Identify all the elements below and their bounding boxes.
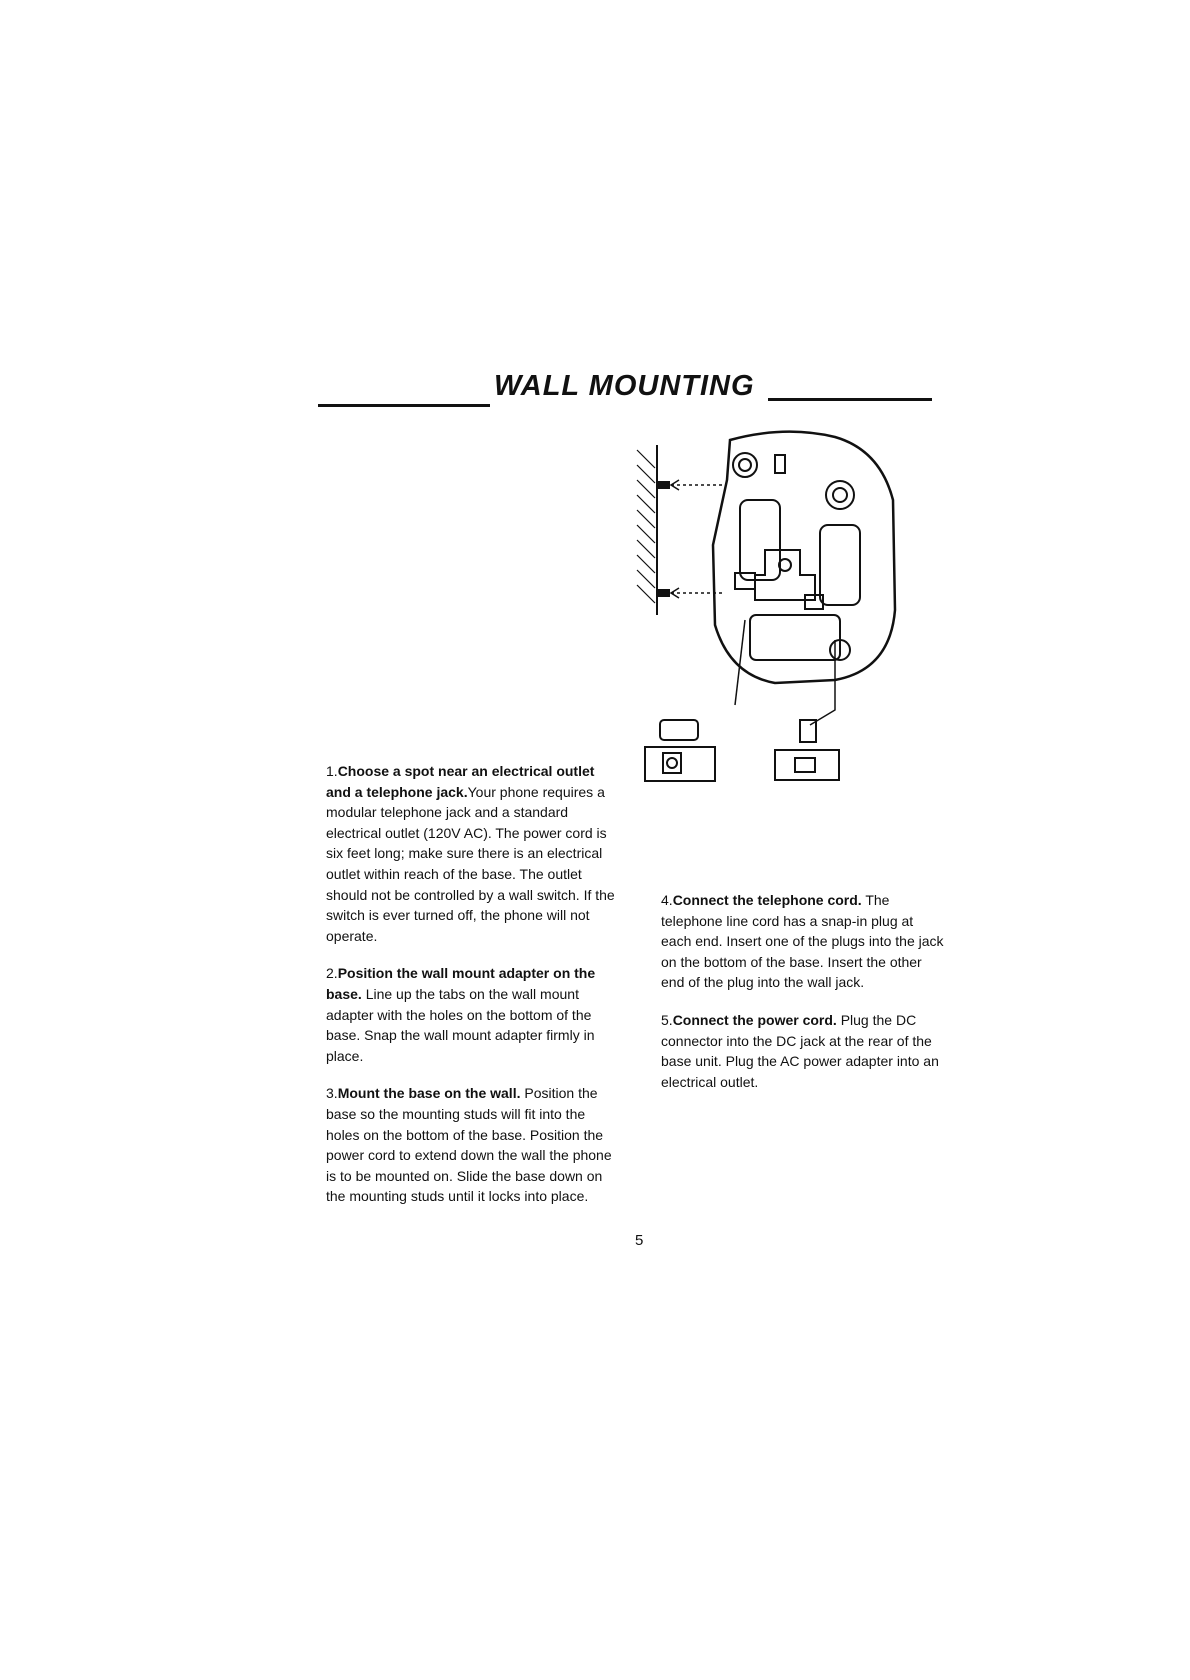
- page-title: WALL MOUNTING: [494, 370, 755, 402]
- title-rule-left: [318, 404, 490, 407]
- step-4: [661, 890, 946, 993]
- step-body: Plug the DC connector into the DC jack at the rear of the base unit. Plug the AC power adapter into an electrical outlet.: [661, 1011, 939, 1090]
- instructions-column-right: [661, 890, 946, 1109]
- step-heading: Connect the power cord.: [672, 1011, 837, 1028]
- step-body: Your phone requires a modular telephone jack and a standard electrical outlet (120V AC). The power cord is six feet long; make sure there is an electrical outlet within reach of the base. The outlet should not be controlled by a wall switch. If the switch is ever turned off, the phone will not operate.: [326, 783, 615, 944]
- step-number: 3.: [326, 1085, 338, 1102]
- instructions-column-left: [326, 761, 618, 1224]
- step-number: 4.: [661, 892, 673, 908]
- step-heading: Connect the telephone cord.: [672, 892, 862, 908]
- telephone-wall-jack: [775, 720, 839, 780]
- wall-mounting-illustration: [635, 425, 925, 795]
- step-heading: Mount the base on the wall.: [337, 1085, 521, 1102]
- page-title-row: [318, 368, 932, 408]
- step-5: [661, 1010, 946, 1092]
- step-heading: Choose a spot near an electrical outlet and a telephone jack.: [326, 763, 595, 800]
- step-1: [326, 761, 618, 946]
- step-number: 2.: [326, 965, 338, 982]
- step-2: [326, 963, 618, 1066]
- step-body: Line up the tabs on the wall mount adapter with the holes on the bottom of the base. Snap the wall mount adapter firmly in place.: [326, 985, 595, 1064]
- title-rule-right: [768, 398, 932, 401]
- step-heading: Position the wall mount adapter on the base.: [326, 965, 596, 1002]
- step-body: The telephone line cord has a snap-in plug at each end. Insert one of the plugs into the jack on the bottom of the base. Insert the other end of the plug into the wall jack.: [661, 892, 944, 991]
- step-number: 1.: [326, 763, 338, 779]
- phone-base: [713, 432, 895, 683]
- step-number: 5.: [661, 1011, 673, 1028]
- ac-power-adapter: [645, 720, 715, 781]
- step-3: [326, 1083, 618, 1207]
- page-number: 5: [635, 1232, 644, 1249]
- wall-hatch: [637, 445, 657, 615]
- step-body: Position the base so the mounting studs will fit into the holes on the bottom of the base. Position the power cord to extend down the wall the phone is to be mounted on. Slide the base down on the mounting studs until it locks into place.: [326, 1085, 612, 1205]
